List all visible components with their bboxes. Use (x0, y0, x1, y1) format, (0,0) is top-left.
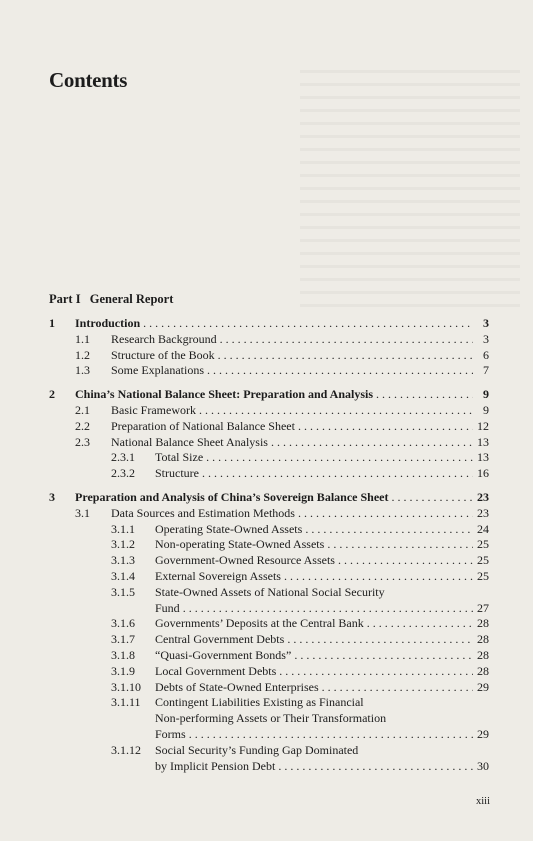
toc-entry-number: 3.1.8 (111, 647, 135, 662)
toc-entry-title: Data Sources and Estimation Methods . . . (111, 506, 473, 522)
toc-section-entry[interactable] (49, 348, 489, 364)
toc-entry-title: State-Owned Assets of National Social Security (155, 584, 385, 599)
toc-entry-title: Non-performing Assets or Their Transformation (155, 711, 387, 726)
toc-section-entry[interactable] (49, 727, 489, 743)
toc-section-entry[interactable] (49, 419, 489, 435)
toc-entry-title: Local Government Debts . . . (155, 664, 473, 680)
toc-entry-page: 25 (477, 568, 489, 583)
toc-entry-page: 3 (483, 331, 489, 346)
toc-entry-title: Forms . . . (155, 727, 473, 743)
toc-section-entry[interactable] (49, 450, 489, 466)
page-number: xiii (476, 796, 491, 807)
toc-entry-title: by Implicit Pension Debt . . . (155, 759, 473, 775)
toc-entry-number: 3.1.7 (111, 632, 135, 647)
toc-entry-number: 3.1.1 (111, 521, 135, 536)
toc-entry-page: 24 (477, 521, 489, 536)
toc-entry-title: Operating State-Owned Assets . . . (155, 522, 473, 538)
toc-section-entry[interactable] (49, 332, 489, 348)
toc-section-entry[interactable] (49, 522, 489, 538)
toc-entry-page: 25 (477, 537, 489, 552)
part-number: Part I (49, 292, 81, 306)
toc-section-entry[interactable] (49, 648, 489, 664)
toc-entry-page: 27 (477, 600, 489, 615)
toc-entry-title: Fund . . . (155, 601, 473, 617)
toc-entry-title: Some Explanations . . . (111, 363, 473, 379)
toc-entry-page: 12 (477, 418, 489, 433)
toc-entry-page: 3 (483, 316, 489, 330)
toc-entry-page: 16 (477, 466, 489, 481)
toc-entry-page: 29 (477, 679, 489, 694)
table-of-contents (49, 316, 489, 774)
toc-entry-page: 13 (477, 434, 489, 449)
toc-section-entry[interactable] (49, 743, 489, 759)
toc-entry-number: 3.1.10 (111, 679, 141, 694)
toc-entry-page: 29 (477, 726, 489, 741)
toc-entry-page: 13 (477, 450, 489, 465)
toc-entry-page: 30 (477, 758, 489, 773)
toc-section-entry[interactable] (49, 553, 489, 569)
toc-section-entry[interactable] (49, 680, 489, 696)
toc-chapter-entry[interactable] (49, 387, 489, 403)
toc-entry-number: 2.2 (75, 418, 90, 433)
toc-entry-title: Social Security’s Funding Gap Dominated (155, 742, 359, 757)
toc-entry-title: Structure . . . (155, 466, 473, 482)
toc-section-entry[interactable] (49, 466, 489, 482)
show-through-text (300, 60, 520, 310)
toc-chapter-entry[interactable] (49, 316, 489, 332)
toc-entry-number: 2.3.2 (111, 466, 135, 481)
toc-section-entry[interactable] (49, 632, 489, 648)
part-heading (49, 292, 173, 307)
toc-section-entry[interactable] (49, 363, 489, 379)
toc-entry-number: 3 (49, 489, 55, 504)
part-title: General Report (89, 292, 174, 306)
toc-section-entry[interactable] (49, 403, 489, 419)
toc-entry-title: Government-Owned Resource Assets . . . (155, 553, 473, 569)
toc-section-entry[interactable] (49, 664, 489, 680)
toc-entry-page: 28 (477, 663, 489, 678)
toc-entry-title: Contingent Liabilities Existing as Financial (155, 695, 364, 710)
toc-entry-number: 1 (49, 316, 55, 330)
toc-entry-number: 3.1.12 (111, 742, 141, 757)
toc-entry-title: Debts of State-Owned Enterprises . . . (155, 680, 473, 696)
toc-entry-title: Basic Framework . . . (111, 403, 473, 419)
toc-entry-page: 9 (483, 402, 489, 417)
toc-entry-number: 2.3.1 (111, 450, 135, 465)
toc-entry-page: 9 (483, 387, 489, 402)
toc-entry-title: Introduction . . . (75, 316, 473, 332)
toc-section-entry[interactable] (49, 569, 489, 585)
toc-section-entry[interactable] (49, 585, 489, 601)
toc-entry-title: “Quasi-Government Bonds” . . . (155, 648, 473, 664)
toc-entry-title: External Sovereign Assets . . . (155, 569, 473, 585)
toc-entry-title: Governments’ Deposits at the Central Bank . . . (155, 616, 473, 632)
toc-entry-title: Preparation of National Balance Sheet . . . (111, 419, 473, 435)
toc-entry-page: 28 (477, 616, 489, 631)
toc-section-entry[interactable] (49, 537, 489, 553)
toc-entry-title: Central Government Debts . . . (155, 632, 473, 648)
toc-entry-number: 3.1.4 (111, 568, 135, 583)
toc-entry-page: 7 (483, 363, 489, 378)
toc-entry-page: 28 (477, 647, 489, 662)
toc-entry-page: 25 (477, 553, 489, 568)
toc-entry-number: 3.1.11 (111, 695, 141, 710)
toc-entry-title: Preparation and Analysis of China’s Sovereign Balance Sheet . . . (75, 490, 473, 506)
toc-section-entry[interactable] (49, 435, 489, 451)
toc-entry-number: 3.1.9 (111, 663, 135, 678)
toc-entry-title: Non-operating State-Owned Assets . . . (155, 537, 473, 553)
toc-entry-number: 2.1 (75, 402, 90, 417)
toc-entry-title: China’s National Balance Sheet: Preparation and Analysis . . . (75, 387, 473, 403)
toc-chapter-entry[interactable] (49, 490, 489, 506)
toc-entry-title: Research Background . . . (111, 332, 473, 348)
toc-entry-number: 1.3 (75, 363, 90, 378)
toc-entry-number: 3.1.3 (111, 553, 135, 568)
toc-section-entry[interactable] (49, 695, 489, 711)
toc-entry-title: Structure of the Book . . . (111, 348, 473, 364)
toc-entry-number: 2.3 (75, 434, 90, 449)
toc-entry-number: 1.1 (75, 331, 90, 346)
page-title: Contents (49, 68, 128, 92)
toc-entry-number: 3.1.5 (111, 584, 135, 599)
toc-entry-number: 1.2 (75, 347, 90, 362)
toc-entry-page: 28 (477, 632, 489, 647)
toc-entry-page: 23 (477, 505, 489, 520)
toc-entry-page: 23 (477, 489, 489, 504)
toc-entry-page: 6 (483, 347, 489, 362)
toc-entry-title: National Balance Sheet Analysis . . . (111, 435, 473, 451)
toc-entry-number: 3.1.6 (111, 616, 135, 631)
toc-section-entry[interactable] (49, 616, 489, 632)
toc-section-entry[interactable] (49, 601, 489, 617)
toc-entry-number: 3.1.2 (111, 537, 135, 552)
toc-section-entry[interactable] (49, 759, 489, 775)
toc-section-entry[interactable] (49, 506, 489, 522)
toc-entry-number: 3.1 (75, 505, 90, 520)
toc-section-entry[interactable] (49, 711, 489, 727)
toc-entry-number: 2 (49, 387, 55, 402)
toc-entry-title: Total Size . . . (155, 450, 473, 466)
